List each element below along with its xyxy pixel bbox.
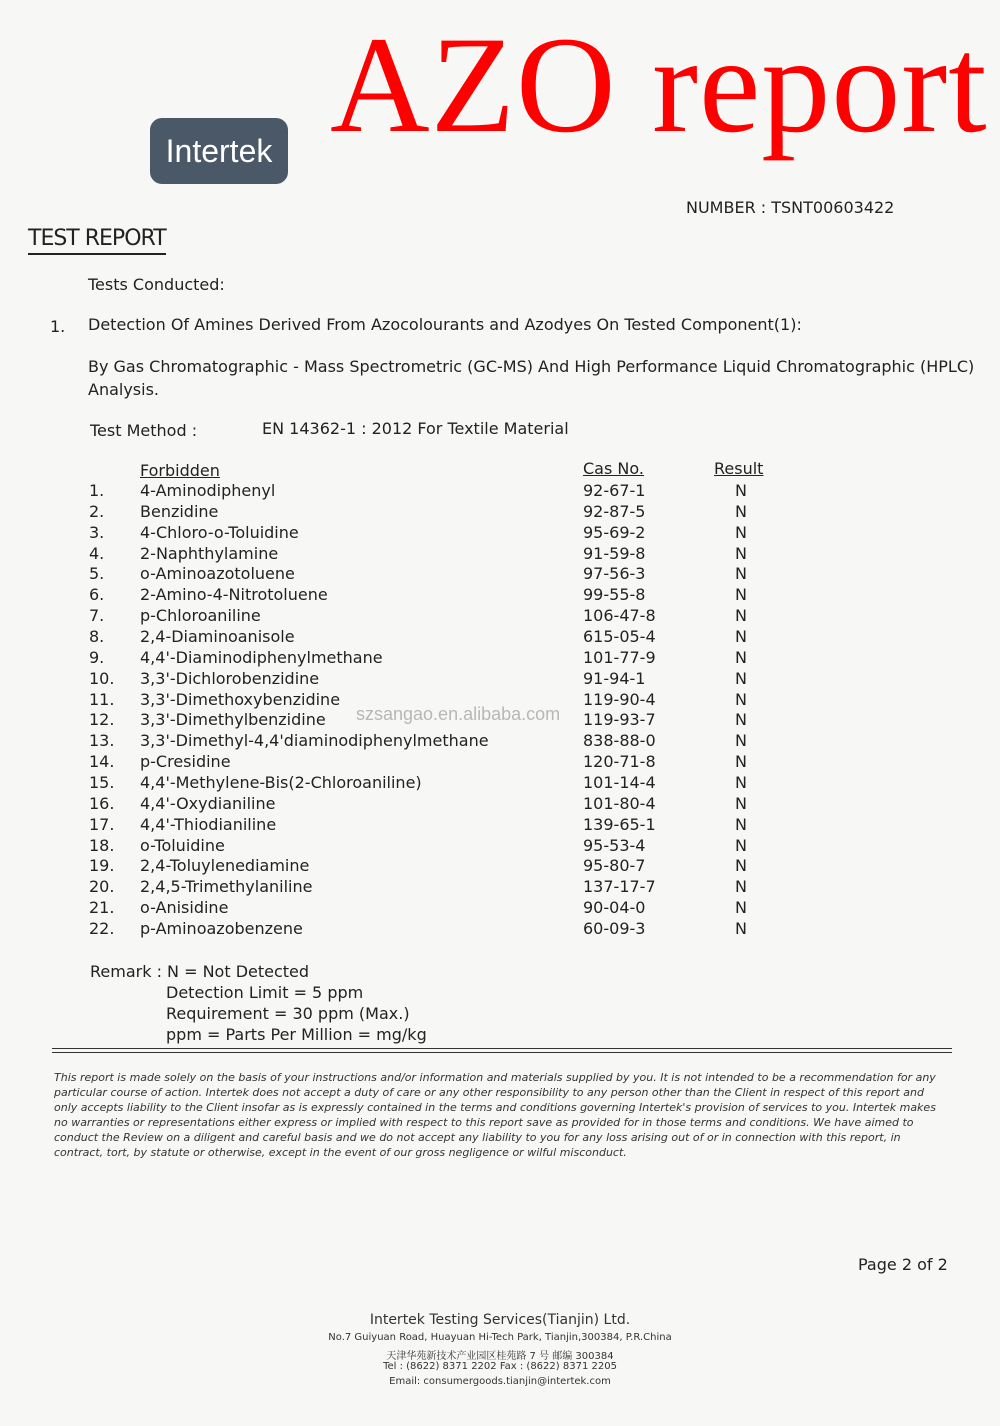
row-number: 8. <box>89 627 105 646</box>
row-number: 3. <box>89 522 105 542</box>
intertek-logo: Intertek <box>150 118 288 184</box>
cas-number: 139-65-1 <box>583 814 656 834</box>
result-value: N <box>735 647 747 667</box>
result-value: N <box>735 522 747 542</box>
result-value: N <box>735 856 747 876</box>
row-number: 21. <box>89 898 115 917</box>
amine-name: 4,4'-Oxydianiline <box>140 793 276 813</box>
row-number: 4. <box>89 543 105 563</box>
result-value: N <box>735 752 747 771</box>
row-number: 5. <box>89 564 105 584</box>
report-number: NUMBER : TSNT00603422 <box>686 198 895 217</box>
result-column-header: Result <box>714 459 764 478</box>
result-value: N <box>735 606 747 626</box>
test-item-number: 1. <box>50 317 66 336</box>
row-number: 17. <box>89 814 115 834</box>
analysis-method-line-2: Analysis. <box>88 380 160 399</box>
test-method-value: EN 14362-1 : 2012 For Textile Material <box>262 419 569 438</box>
amine-name: 4-Aminodiphenyl <box>140 481 276 500</box>
result-value: N <box>735 501 747 521</box>
row-number: 13. <box>89 731 115 751</box>
remark-line-2: Detection Limit = 5 ppm <box>166 983 364 1002</box>
row-number: 14. <box>89 752 115 771</box>
amine-name: 3,3'-Dimethoxybenzidine <box>140 689 341 709</box>
cas-number: 119-93-7 <box>583 710 656 730</box>
cas-number: 92-67-1 <box>583 481 646 500</box>
cas-number: 95-69-2 <box>583 522 646 542</box>
test-method-label: Test Method : <box>90 421 198 440</box>
alibaba-watermark: szsangao.en.alibaba.com <box>356 704 561 724</box>
amine-name: p-Aminoazobenzene <box>140 918 303 938</box>
amine-name: Benzidine <box>140 501 219 521</box>
page-number: Page 2 of 2 <box>858 1255 948 1274</box>
result-value: N <box>735 918 747 938</box>
footer-email: Email: consumergoods.tianjin@intertek.com <box>389 1376 611 1387</box>
table-row <box>0 606 1000 627</box>
result-value: N <box>735 627 747 646</box>
table-row <box>0 481 1000 502</box>
amine-name: 3,3'-Dimethylbenzidine <box>140 710 326 730</box>
divider <box>52 1052 952 1053</box>
amine-name: o-Anisidine <box>140 898 229 917</box>
cas-number: 101-14-4 <box>583 772 656 792</box>
cas-number: 101-77-9 <box>583 647 656 667</box>
amine-name: 4,4'-Diaminodiphenylmethane <box>140 647 383 667</box>
table-row <box>0 669 1000 690</box>
table-row <box>0 585 1000 606</box>
cas-number: 106-47-8 <box>583 606 656 626</box>
cas-number: 95-53-4 <box>583 835 646 855</box>
analysis-method-line-1: By Gas Chromatographic - Mass Spectrometric (GC-MS) And High Performance Liquid Chromatographic (HPLC) <box>88 357 975 376</box>
result-value: N <box>735 543 747 563</box>
cas-number: 91-59-8 <box>583 543 646 563</box>
row-number: 1. <box>89 481 105 500</box>
table-row <box>0 502 1000 523</box>
cas-number: 91-94-1 <box>583 668 646 688</box>
cas-number: 97-56-3 <box>583 564 646 584</box>
table-row <box>0 856 1000 877</box>
test-report-heading: TEST REPORT <box>28 226 166 255</box>
table-row <box>0 815 1000 836</box>
result-value: N <box>735 793 747 813</box>
table-row <box>0 564 1000 585</box>
amine-name: 2-Naphthylamine <box>140 543 279 563</box>
cas-number: 101-80-4 <box>583 793 656 813</box>
result-value: N <box>735 481 747 500</box>
amine-name: 3,3'-Dichlorobenzidine <box>140 668 320 688</box>
row-number: 12. <box>89 710 115 730</box>
result-value: N <box>735 814 747 834</box>
cas-column-header: Cas No. <box>583 459 644 478</box>
row-number: 10. <box>89 668 115 688</box>
cas-number: 60-09-3 <box>583 918 646 938</box>
amine-name: 2-Amino-4-Nitrotoluene <box>140 585 328 605</box>
result-value: N <box>735 585 747 605</box>
row-number: 16. <box>89 793 115 813</box>
amine-name: 2,4-Diaminoanisole <box>140 627 295 646</box>
amine-name: p-Cresidine <box>140 752 231 771</box>
footer-company: Intertek Testing Services(Tianjin) Ltd. <box>369 1312 631 1328</box>
footer-tel-fax: Tel : (8622) 8371 2202 Fax : (8622) 8371 2205 <box>383 1361 617 1372</box>
azo-report-title: AZO report <box>330 8 988 161</box>
footer-address: No.7 Guiyuan Road, Huayuan Hi-Tech Park, Tianjin,300384, P.R.China <box>328 1332 672 1343</box>
row-number: 20. <box>89 877 115 897</box>
tests-conducted-label: Tests Conducted: <box>88 275 225 294</box>
table-row <box>0 648 1000 669</box>
amine-name: 3,3'-Dimethyl-4,4'diaminodiphenylmethane <box>140 731 489 751</box>
row-number: 18. <box>89 835 115 855</box>
amine-name: p-Chloroaniline <box>140 606 261 626</box>
row-number: 2. <box>89 501 105 521</box>
table-row <box>0 898 1000 919</box>
row-number: 9. <box>89 647 105 667</box>
result-value: N <box>735 877 747 897</box>
cas-number: 120-71-8 <box>583 752 656 771</box>
footer-address-cn: 天津华苑新技术产业园区桂苑路 7 号 邮编 300384 <box>386 1351 614 1362</box>
cas-number: 119-90-4 <box>583 689 656 709</box>
remark-line-1: Remark : N = Not Detected <box>90 962 310 981</box>
table-row <box>0 544 1000 565</box>
table-row <box>0 794 1000 815</box>
cas-number: 137-17-7 <box>583 877 656 897</box>
divider <box>52 1048 952 1049</box>
remark-line-4: ppm = Parts Per Million = mg/kg <box>166 1025 427 1044</box>
forbidden-column-header: Forbidden <box>140 461 220 480</box>
cas-number: 92-87-5 <box>583 501 646 521</box>
table-row <box>0 836 1000 857</box>
cas-number: 95-80-7 <box>583 856 646 876</box>
disclaimer-text: This report is made solely on the basis of your instructions and/or information and materials supplied by you. It is not intended to be a recommendation for any particular course of action. Intertek does not accept a duty of care or any other responsibility to any person other than the Client in respect of this report and only accepts liability to the Client insofar as is expressly contained in the terms and conditions governing Intertek's provision of services to you. Intertek makes no warranties or representations either express or implied with respect to this report save as provided for in those terms and conditions. We have aimed to conduct the Review on a diligent and careful basis and we do not accept any liability to you for any loss arising out of or in connection with this report, in contract, tort, by statute or otherwise, except in the event of our gross negligence or wilful misconduct. <box>54 1071 936 1159</box>
result-value: N <box>735 835 747 855</box>
result-value: N <box>735 898 747 917</box>
test-item-title: Detection Of Amines Derived From Azocolourants and Azodyes On Tested Component(1): <box>88 315 802 334</box>
row-number: 6. <box>89 585 105 605</box>
table-row <box>0 877 1000 898</box>
result-value: N <box>735 564 747 584</box>
result-value: N <box>735 772 747 792</box>
amine-name: 4,4'-Methylene-Bis(2-Chloroaniline) <box>140 772 422 792</box>
amine-name: 2,4,5-Trimethylaniline <box>140 877 313 897</box>
table-row <box>0 731 1000 752</box>
table-row <box>0 627 1000 648</box>
amine-name: 2,4-Toluylenediamine <box>140 856 310 876</box>
table-row <box>0 919 1000 940</box>
amine-name: o-Aminoazotoluene <box>140 564 295 584</box>
row-number: 7. <box>89 606 105 626</box>
result-value: N <box>735 668 747 688</box>
result-value: N <box>735 731 747 751</box>
table-row <box>0 752 1000 773</box>
row-number: 22. <box>89 918 115 938</box>
remark-line-3: Requirement = 30 ppm (Max.) <box>166 1004 410 1023</box>
row-number: 15. <box>89 772 115 792</box>
amine-name: 4-Chloro-o-Toluidine <box>140 522 299 542</box>
amine-name: o-Toluidine <box>140 835 225 855</box>
table-row <box>0 523 1000 544</box>
cas-number: 90-04-0 <box>583 898 646 917</box>
result-value: N <box>735 689 747 709</box>
table-row <box>0 773 1000 794</box>
cas-number: 838-88-0 <box>583 731 656 751</box>
cas-number: 615-05-4 <box>583 627 656 646</box>
amine-name: 4,4'-Thiodianiline <box>140 814 277 834</box>
row-number: 11. <box>89 689 115 709</box>
result-value: N <box>735 710 747 730</box>
row-number: 19. <box>89 856 115 876</box>
cas-number: 99-55-8 <box>583 585 646 605</box>
